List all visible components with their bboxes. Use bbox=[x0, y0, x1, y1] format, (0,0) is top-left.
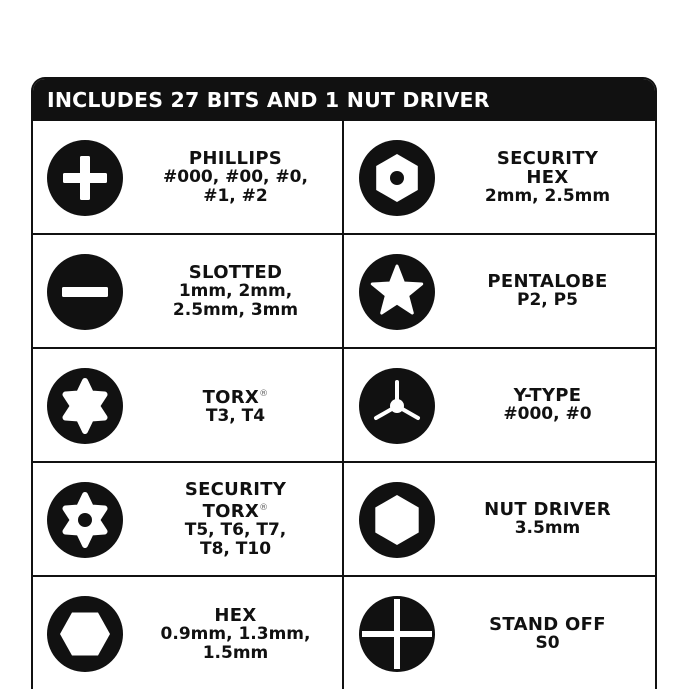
card-header bbox=[33, 79, 655, 121]
bit-cell-security-torx bbox=[33, 463, 344, 577]
bit-title: HEX bbox=[214, 604, 257, 626]
bit-sizes: S0 bbox=[535, 633, 560, 653]
bit-cell-security-hex bbox=[344, 121, 655, 235]
bit-set-card bbox=[31, 77, 657, 689]
bit-title: Y-TYPE bbox=[513, 385, 582, 406]
bit-cell-y-type bbox=[344, 349, 655, 463]
bit-title: STAND OFF bbox=[489, 614, 606, 635]
bit-sizes: P2, P5 bbox=[517, 290, 578, 310]
bit-cell-stand-off bbox=[344, 577, 655, 689]
phillips-icon bbox=[47, 140, 123, 216]
nut-driver-icon bbox=[359, 482, 435, 558]
bit-cell-nut-driver bbox=[344, 463, 655, 577]
bit-sizes: 2mm, 2.5mm bbox=[484, 185, 611, 206]
bit-cell-hex bbox=[33, 577, 344, 689]
bit-grid bbox=[33, 121, 655, 689]
bit-title: SECURITY TORX® bbox=[184, 478, 287, 522]
slotted-icon bbox=[47, 254, 123, 330]
bit-cell-phillips bbox=[33, 121, 344, 235]
bit-cell-slotted bbox=[33, 235, 344, 349]
bit-cell-pentalobe bbox=[344, 235, 655, 349]
bit-title: SLOTTED bbox=[188, 261, 283, 283]
bit-sizes: #000, #0 bbox=[503, 404, 592, 424]
registered-mark: ® bbox=[259, 388, 269, 399]
bit-sizes: 3.5mm bbox=[514, 518, 581, 538]
y-type-icon bbox=[359, 368, 435, 444]
pentalobe-icon bbox=[359, 254, 435, 330]
stand-off-icon bbox=[359, 596, 435, 672]
registered-mark: ® bbox=[259, 502, 269, 513]
bit-title: SECURITY HEX bbox=[496, 147, 599, 188]
header-title: INCLUDES 27 BITS AND 1 NUT DRIVER bbox=[47, 88, 490, 112]
security-hex-icon bbox=[359, 140, 435, 216]
bit-title: PENTALOBE bbox=[487, 271, 608, 292]
bit-sizes: 1mm, 2mm, 2.5mm, 3mm bbox=[172, 280, 299, 320]
bit-title: NUT DRIVER bbox=[484, 499, 611, 520]
bit-sizes: T3, T4 bbox=[205, 405, 266, 426]
hex-icon bbox=[47, 596, 123, 672]
bit-sizes: 0.9mm, 1.3mm, 1.5mm bbox=[160, 623, 311, 663]
bit-cell-torx bbox=[33, 349, 344, 463]
bit-title: TORX® bbox=[202, 386, 269, 408]
security-torx-icon bbox=[47, 482, 123, 558]
torx-icon bbox=[47, 368, 123, 444]
bit-sizes: #000, #00, #0, #1, #2 bbox=[163, 166, 308, 206]
bit-title: PHILLIPS bbox=[188, 147, 283, 169]
bit-sizes: T5, T6, T7, T8, T10 bbox=[184, 519, 287, 559]
